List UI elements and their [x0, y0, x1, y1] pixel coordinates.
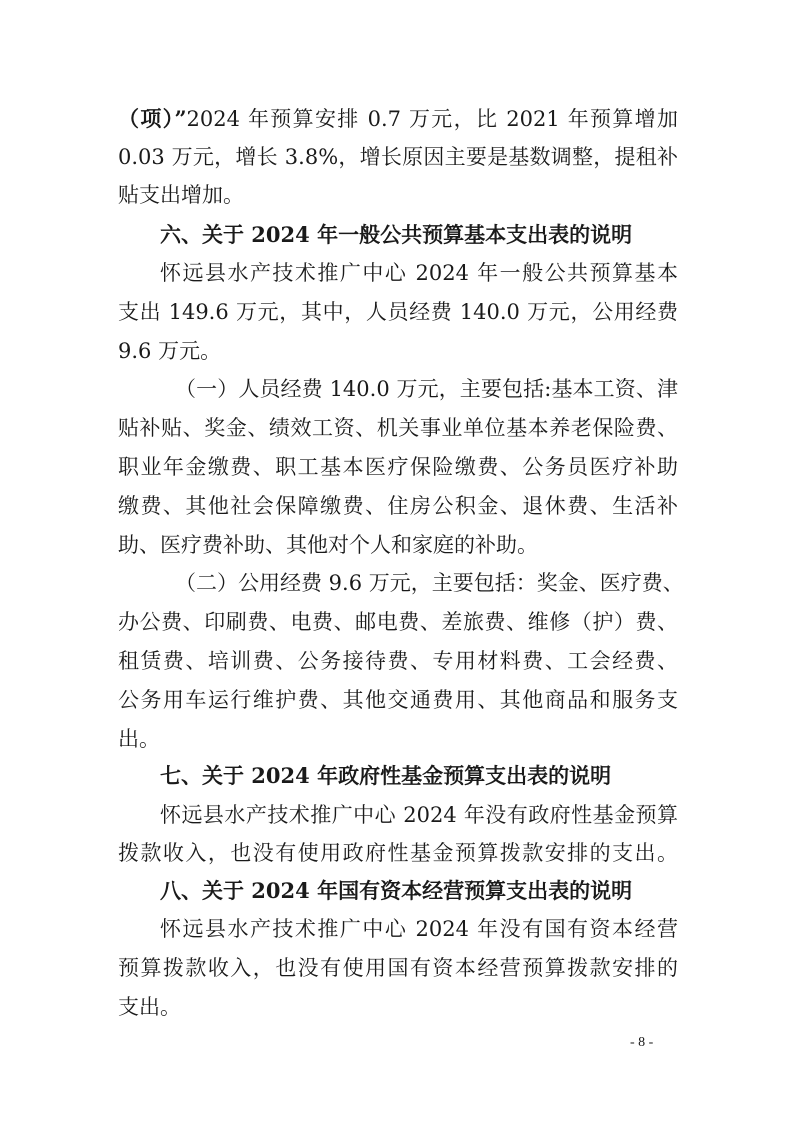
paragraph-line: 职业年金缴费、职工基本医疗保险缴费、公务员医疗补助 [118, 455, 678, 479]
paragraph-line: 公务用车运行维护费、其他交通费用、其他商品和服务支 [118, 688, 678, 712]
paragraph-line: 支出 149.6 万元，其中，人员经费 140.0 万元，公用经费 [118, 300, 678, 324]
paragraph-line: 怀远县水产技术推广中心 2024 年没有国有资本经营 [160, 917, 678, 941]
paragraph-line: 助、医疗费补助、其他对个人和家庭的补助。 [118, 533, 538, 557]
paragraph-line: 办公费、印刷费、电费、邮电费、差旅费、维修（护）费、 [118, 610, 678, 634]
paragraph-line [118, 104, 678, 134]
section-heading-7: 七、关于 2024 年政府性基金预算支出表的说明 [160, 763, 612, 788]
paragraph-line: 9.6 万元。 [118, 339, 222, 363]
paragraph-line: 怀远县水产技术推广中心 2024 年没有政府性基金预算 [160, 803, 678, 827]
paragraph-line: 0.03 万元，增长 3.8%，增长原因主要是基数调整，提租补 [118, 145, 678, 169]
paragraph-line: 预算拨款收入，也没有使用国有资本经营预算拨款安排的 [118, 956, 678, 980]
section-heading-8: 八、关于 2024 年国有资本经营预算支出表的说明 [160, 878, 633, 903]
paragraph-line: 贴补贴、奖金、绩效工资、机关事业单位基本养老保险费、 [118, 416, 678, 440]
paragraph-line: 怀远县水产技术推广中心 2024 年一般公共预算基本 [160, 261, 678, 285]
item-label: （项）” [118, 106, 187, 131]
paragraph-line: （一）人员经费 140.0 万元，主要包括:基本工资、津 [175, 377, 678, 401]
line-text: 2024 年预算安排 0.7 万元，比 2021 年预算增加 [186, 107, 678, 131]
paragraph-line: 贴支出增加。 [118, 183, 244, 207]
paragraph-line: 拨款收入，也没有使用政府性基金预算拨款安排的支出。 [118, 841, 678, 865]
paragraph-line: 缴费、其他社会保障缴费、住房公积金、退休费、生活补 [118, 494, 678, 518]
section-heading-6: 六、关于 2024 年一般公共预算基本支出表的说明 [160, 222, 633, 247]
page-number: - 8 - [630, 1035, 654, 1050]
paragraph-line: 出。 [118, 727, 160, 751]
paragraph-line: 租赁费、培训费、公务接待费、专用材料费、工会经费、 [118, 649, 678, 673]
paragraph-line: 支出。 [118, 995, 181, 1019]
paragraph-line: （二）公用经费 9.6 万元，主要包括：奖金、医疗费、 [175, 571, 684, 595]
